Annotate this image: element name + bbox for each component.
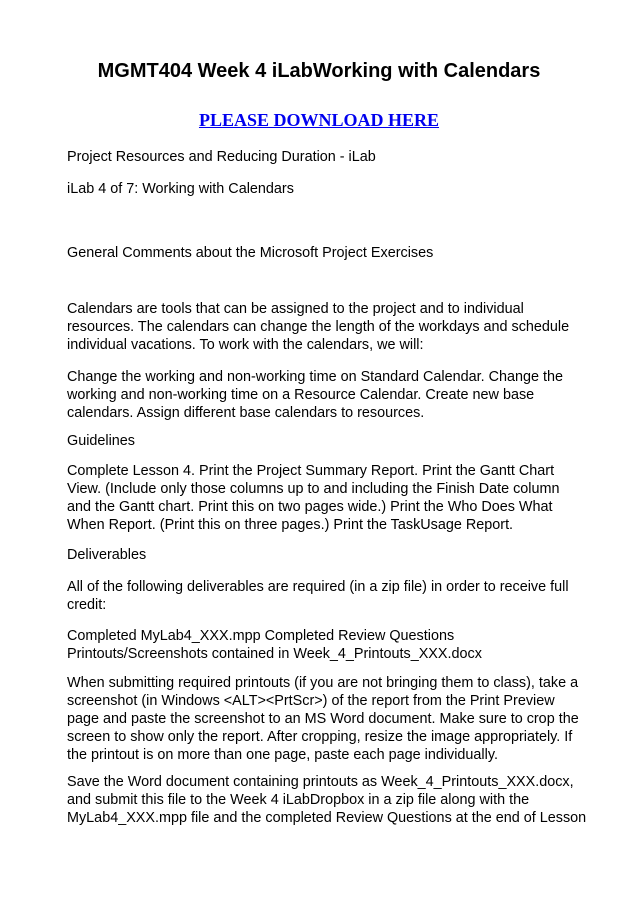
text-line: page and paste the screenshot to an MS Word document. Make sure to crop the bbox=[67, 711, 579, 727]
text-line: credit: bbox=[67, 597, 107, 613]
text-line: Complete Lesson 4. Print the Project Summary Report. Print the Gantt Chart bbox=[67, 463, 555, 479]
document-title: MGMT404 Week 4 iLabWorking with Calendars bbox=[97, 60, 541, 82]
text-line: working and non-working time on a Resource Calendar. Create new base bbox=[67, 387, 535, 403]
paragraph-ilab-number bbox=[67, 180, 587, 198]
text-line: the printout is on more than one page, paste each page individually. bbox=[67, 747, 498, 763]
paragraph-guidelines bbox=[67, 462, 587, 534]
text-line: resources. The calendars can change the length of the workdays and schedule bbox=[67, 319, 570, 335]
text-line: Deliverables bbox=[67, 547, 147, 563]
paragraph-general-comments-heading bbox=[67, 244, 587, 262]
text-line: Save the Word document containing printouts as Week_4_Printouts_XXX.docx, bbox=[67, 774, 574, 790]
text-line: and the Gantt chart. Print this on two pages wide.) Print the Who Does What bbox=[67, 499, 553, 515]
text-line: Guidelines bbox=[67, 433, 135, 449]
paragraph-deliverables-list bbox=[67, 627, 587, 663]
section-heading-deliverables bbox=[67, 546, 587, 564]
text-line: When submitting required printouts (if you are not bringing them to class), take a bbox=[67, 675, 579, 691]
text-line: screen to show only the report. After cropping, resize the image appropriately. If bbox=[67, 729, 573, 745]
text-line: individual vacations. To work with the calendars, we will: bbox=[67, 337, 424, 353]
text-line: MyLab4_XXX.mpp file and the completed Review Questions at the end of Lesson bbox=[67, 810, 587, 826]
text-line: View. (Include only those columns up to and including the Finish Date column bbox=[67, 481, 560, 497]
paragraph-submission-instructions bbox=[67, 674, 587, 764]
text-line: General Comments about the Microsoft Project Exercises bbox=[67, 245, 434, 261]
paragraph-project-resources bbox=[67, 148, 587, 166]
paragraph-calendars-intro bbox=[67, 300, 587, 354]
text-line: All of the following deliverables are required (in a zip file) in order to receive full bbox=[67, 579, 569, 595]
text-line: Printouts/Screenshots contained in Week_4_Printouts_XXX.docx bbox=[67, 646, 482, 662]
text-line: and submit this file to the Week 4 iLabDropbox in a zip file along with the bbox=[67, 792, 530, 808]
paragraph-calendar-tasks bbox=[67, 368, 587, 422]
text-line: Completed MyLab4_XXX.mpp Completed Review Questions bbox=[67, 628, 455, 644]
download-link[interactable]: PLEASE DOWNLOAD HERE bbox=[198, 110, 440, 130]
text-line: calendars. Assign different base calendars to resources. bbox=[67, 405, 425, 421]
text-line: Project Resources and Reducing Duration - iLab bbox=[67, 149, 376, 165]
text-line: iLab 4 of 7: Working with Calendars bbox=[67, 181, 294, 197]
section-heading-guidelines bbox=[67, 432, 587, 450]
text-line: Change the working and non-working time on Standard Calendar. Change the bbox=[67, 369, 563, 385]
paragraph-save-instructions bbox=[67, 773, 587, 827]
text-line: When Report. (Print this on three pages.) Print the TaskUsage Report. bbox=[67, 517, 514, 533]
paragraph-deliverables-required bbox=[67, 578, 587, 614]
text-line: screenshot (in Windows <ALT><PrtScr>) of the report from the Print Preview bbox=[67, 693, 555, 709]
text-line: Calendars are tools that can be assigned to the project and to individual bbox=[67, 301, 524, 317]
